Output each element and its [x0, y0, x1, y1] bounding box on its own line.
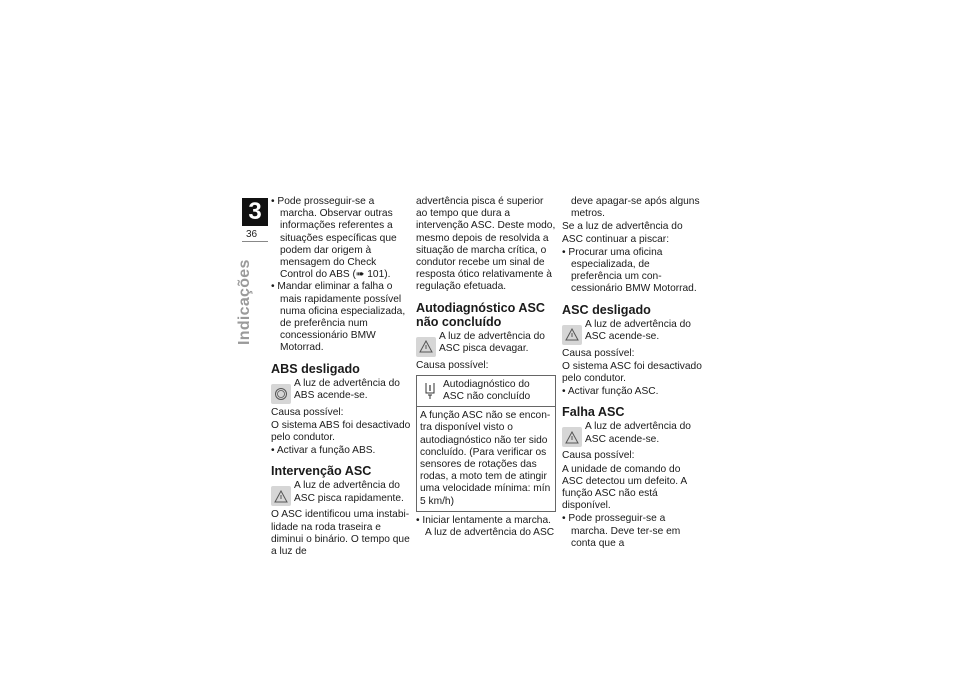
- page-number: 36: [246, 229, 258, 240]
- list-item: • Mandar eliminar a falha o mais rapidamente possível numa oficina especializada, de preferência num concessionário BMW Motorrad.: [271, 281, 406, 354]
- section-label: Indicações: [236, 259, 253, 345]
- list-item: • Iniciar lentamente a marcha. A luz de advertência do ASC: [416, 514, 555, 539]
- sidebar-divider: [242, 241, 268, 242]
- list-item: • Activar a função ABS.: [271, 445, 376, 457]
- cause-text: O sistema ABS foi desactivado pelo condutor.: [271, 419, 411, 444]
- list-item: • Activar função ASC.: [562, 386, 659, 398]
- warning-asc-diagnosis: A luz de advertência do ASC pisca devagar.: [416, 331, 556, 357]
- heading-asc-diagnosis: Autodiagnóstico ASC não concluído: [416, 300, 545, 329]
- body-text: Se a luz de advertência do ASC continuar a piscar:: [562, 221, 683, 245]
- column-3: [562, 196, 702, 550]
- column-1: [271, 196, 411, 559]
- triangle-warning-icon: [416, 337, 436, 357]
- heading-asc-off: ASC desligado: [562, 302, 651, 317]
- warning-asc-intervention: A luz de advertência do ASC pisca rapidamente.: [271, 480, 411, 506]
- triangle-warning-icon: [562, 427, 582, 447]
- triangle-warning-icon: [562, 325, 582, 345]
- info-icon: [420, 381, 440, 401]
- cause-text: A unidade de comando do ASC detectou um defeito. A função ASC não está disponível.: [562, 463, 687, 512]
- heading-asc-intervention: Intervenção ASC: [271, 464, 372, 479]
- warning-asc-off: A luz de advertência do ASC acende-se.: [562, 319, 702, 345]
- list-item: • Pode prosseguir-se a marcha. Observar outras informações referentes a situações específicas que podem dar origem à mensagem do Check Control do ABS (➠ 101).: [271, 196, 397, 281]
- body-text: deve apagar-se após alguns metros.: [571, 196, 700, 220]
- cause-label: Causa possível:: [271, 406, 344, 418]
- cause-label: Causa possível:: [562, 450, 635, 462]
- cause-text: O sistema ASC foi desactivado pelo condutor.: [562, 360, 702, 385]
- heading-abs-off: ABS desligado: [271, 361, 360, 376]
- warning-abs: A luz de advertência do ABS acende-se.: [271, 378, 411, 404]
- chapter-number: 3: [242, 198, 268, 226]
- triangle-warning-icon: [271, 486, 291, 506]
- info-box-body: A função ASC não se encontra disponível visto o autodiagnóstico não ter sido concluído. (Para verificar os sensores de rotações das rodas, a moto tem de atingir uma velocidade mínima: mín 5 km/h): [420, 410, 551, 507]
- body-text: advertência pisca é superior ao tempo que dura a intervenção ASC. Deste modo, mesmo depois de resolvida a situação de marcha crítica, o condutor recebe um sinal de resposta ótico relativamente à regulação efetuada.: [416, 196, 556, 293]
- heading-asc-failure: Falha ASC: [562, 405, 625, 420]
- body-text: O ASC identificou uma instabilidade na roda traseira e diminui o binário. O tempo que a luz de: [271, 509, 410, 558]
- info-box-title: Autodiagnóstico do ASC não concluído: [443, 378, 531, 403]
- list-item: • Pode prosseguir-se a marcha. Deve ter-se em conta que a: [562, 513, 681, 549]
- column-2: [416, 196, 556, 539]
- warning-asc-failure: A luz de advertência do ASC acende-se.: [562, 421, 702, 447]
- abs-warning-icon: [271, 384, 291, 404]
- cause-label: Causa possível:: [416, 359, 489, 371]
- info-box: [416, 375, 556, 512]
- info-box-header: [417, 376, 555, 407]
- cause-label: Causa possível:: [562, 347, 635, 359]
- list-item: • Procurar uma oficina especializada, de preferência um concessionário BMW Motorrad.: [562, 246, 697, 295]
